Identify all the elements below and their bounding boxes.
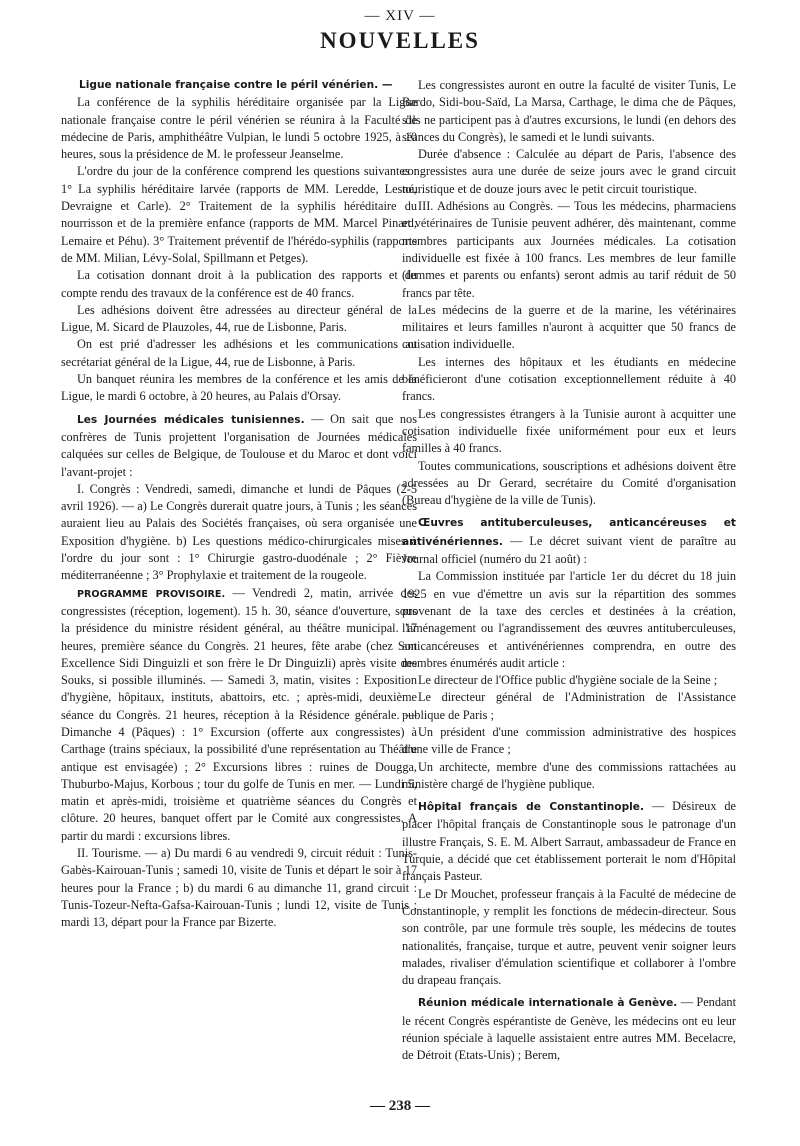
article-heading: Ligue nationale française contre le péril vénérien. — [79,79,393,91]
paragraph-text: — Vendredi 2, matin, arrivée des congressistes (réception, logement). 15 h. 30, séance d'ouverture, sous la présidence du ministre résident général, au théâtre municipal. 17 heures, première séance du Congrès. 21 heures, fête arabe (chez Son Excellence Sidi Dinguizli et son frère le Dr Dinguizli) après visite des Souks, si possible illuminés. — Samedi 3, matin, visites : Exposition d'hygiène, hôpitaux, instituts, abattoirs, etc. ; après-midi, deuxième séance du Congrès. 21 heures, réception à la Résidence générale. — Dimanche 4 (Pâques) : 1° Excursion (offerte aux congressistes) à Carthage (trains spéciaux, la possibilité d'une représentation au Théâtre antique est envisagée) ; 2° Excursions libres : ruines de Dougga, Thuburbo-Majus, Korbous ; tour du golfe de Tunis en mer. — Lundi 5, matin et après-midi, troisième et quatrième séances du Congrès et clôture. 20 heures, banquet offert par le Comité aux congressistes. A partir du mardi : excursions libres. [61,585,417,843]
page-title: NOUVELLES [320,28,480,53]
paragraph: Un architecte, membre d'une des commissions rattachées au ministère chargé de l'hygiène publique. [402,759,736,791]
paragraph: La conférence de la syphilis héréditaire organisée par la Ligue nationale française contre le péril vénérien se réunira à la Faculté de médecine de Paris, amphithéâtre Vulpian, le lundi 5 octobre 1925, à 10 heures, sous la présidence de M. le professeur Jeanselme. [61,95,417,162]
paragraph-text: — Pendant le récent Congrès espérantiste de Genève, les médecins ont eu leur réunion spéciale à laquelle assistaient entre autres MM. Becelacre, de Détroit (Etats-Unis) ; Berem, [402,995,736,1063]
paragraph-text: — Désireux de placer l'hôpital français de Constantinople sous le patronage d'un illustre Français, S. E. M. Albert Sarraut, ambassadeur de France en Turquie, a décidé que cet établissement porterait le nom d'Hôpital français Pasteur. [402,799,736,884]
paragraph-text: — On sait que nos confrères de Tunis projettent l'organisation de Journées médicales calquées sur celles de Belgique, de Toulouse et du Maroc et dont voici l'avant-projet : [61,411,417,479]
paragraph [61,411,417,481]
paragraph: I. Congrès : Vendredi, samedi, dimanche et lundi de Pâques (2-5 avril 1926). — a) Le Congrès durerait quatre jours, à Tunis ; les séances auraient lieu au Palais des Sociétés françaises, où sera organisée une Exposition d'hygiène. b) Les questions médico-chirurgicales mises à l'ordre du jour sont : 1° Chirurgie gastro-duodénale ; 2° Fièvre méditerranéenne ; 3° Prophylaxie et traitement de la rougeole. [61,481,417,583]
left-column [61,77,417,1117]
paragraph [402,514,736,568]
paragraph: III. Adhésions au Congrès. — Tous les médecins, pharmaciens et vétérinaires de Tunisie peuvent adhérer, dès maintenant, comme membres participants aux Journées médicales. La cotisation individuelle est fixée à 100 francs. Les membres de leur famille (femmes et parents ou enfants) seront admis au tarif réduit de 50 francs par tête. [402,199,736,300]
paragraph: Toutes communications, souscriptions et adhésions doivent être adressées au Dr Gerard, secrétaire du Comité d'organisation (Bureau d'hygiène de la ville de Tunis). [402,458,736,508]
paragraph: II. Tourisme. — a) Du mardi 6 au vendredi 9, circuit réduit : Tunis-Gabès-Kairouan-Tunis ; samedi 10, visite de Tunis et départ le soir à 17 heures pour la France ; b) du mardi 6 au dimanche 11, grand circuit : Tunis-Tozeur-Nefta-Gafsa-Kairouan-Tunis ; lundi 12, visite de Tunis ; mardi 13, départ pour la France par Bizerte. [61,846,417,930]
paragraph: On est prié d'adresser les adhésions et les communications au secrétariat général de la Ligue, 44, rue de Lisbonne, à Paris. [61,337,417,369]
paragraph: La Commission instituée par l'article 1er du décret du 18 juin 1925 en vue d'émettre un avis sur la répartition des sommes provenant de la taxe des cercles et destinées à la création, l'aménagement ou l'agrandissement des œuvres antituberculeuses, anticancéreuses et antivénériennes comprendra, en outre des membres énumérés audit article : [402,569,736,670]
article-heading: Les Journées médicales tunisiennes. [77,413,305,426]
paragraph [402,798,736,885]
paragraph: Les congressistes auront en outre la faculté de visiter Tunis, Le Bardo, Sidi-bou-Saïd, La Marsa, Carthage, le dima che de Pâques, s'ils ne participent pas à d'autres excursions, le lundi (en dehors des séances du Congrès), le samedi et le lundi suivants. [402,78,736,144]
paragraph: Les internes des hôpitaux et les étudiants en médecine bénéficieront d'une cotisation exceptionnellement réduite à 40 francs. [402,354,736,404]
paragraph: Les médecins de la guerre et de la marine, les vétérinaires militaires et leurs familles n'auront à acquitter que 50 francs de cotisation individuelle. [402,302,736,352]
article-heading: Réunion médicale internationale à Genève. [418,997,678,1010]
article-heading: Œuvres antituberculeuses, anticancéreuses et antivénériennes. [402,517,736,548]
paragraph: Le directeur de l'Office public d'hygiène sociale de la Seine ; [418,673,718,688]
paragraph: Un président d'une commission administrative des hospices d'une ville de France ; [402,724,736,757]
sub-heading: PROGRAMME PROVISOIRE. [77,588,226,600]
paragraph: Les adhésions doivent être adressées au directeur général de la Ligue, M. Sicard de Plauzoles, 44, rue de Lisbonne, Paris. [61,302,417,335]
paragraph: Les congressistes étrangers à la Tunisie auront à acquitter une cotisation individuelle fixée uniformément pour eux et leurs familles à 40 francs. [402,406,736,456]
right-column [402,77,736,1117]
paragraph [402,994,736,1064]
paragraph: Durée d'absence : Calculée au départ de Paris, l'absence des congressistes aura une durée de seize jours avec le grand circuit touristique et de douze jours avec le petit circuit touristique. [402,147,736,196]
paragraph: Le directeur général de l'Administration de l'Assistance publique de Paris ; [402,690,736,722]
paragraph: Le Dr Mouchet, professeur français à la Faculté de médecine de Constantinople, y remplit les fonctions de médecin-directeur. Sous son contrôle, par une formule très souple, les médecins de toutes nationalités, française, turque et autre, peuvent venir soigner leurs malades, rivaliser d'émulation scientifique et collaborer à l'ombre du drapeau français. [402,886,736,988]
page-number: — 238 — [370,1098,430,1114]
paragraph: La cotisation donnant droit à la publication des rapports et du compte rendu des travaux de la conférence est de 40 francs. [61,268,417,300]
roman-page-number: — XIV — [364,8,436,24]
paragraph-text: — Le décret suivant vient de paraître au Journal officiel (numéro du 21 août) : [402,533,736,567]
paragraph: L'ordre du jour de la conférence comprend les questions suivantes : 1° La syphilis héréditaire larvée (rapports de MM. Leredde, Lesné, Devraigne et Carle). 2° Traitement de la syphilis héréditaire du nourrisson et de la première enfance (rapports de MM. Marcel Pinard, Lemaire et Péhu). 3° Traitement préventif de l'hérédo-syphilis (rapports de MM. Milian, Lévy-Solal, Spillmann et Petges). [61,164,417,265]
paragraph [61,585,417,845]
article-heading: Hôpital français de Constantinople. [418,801,644,814]
paragraph: Un banquet réunira les membres de la conférence et les amis de la Ligue, le mardi 6 octobre, à 20 heures, au Palais d'Orsay. [61,372,417,404]
